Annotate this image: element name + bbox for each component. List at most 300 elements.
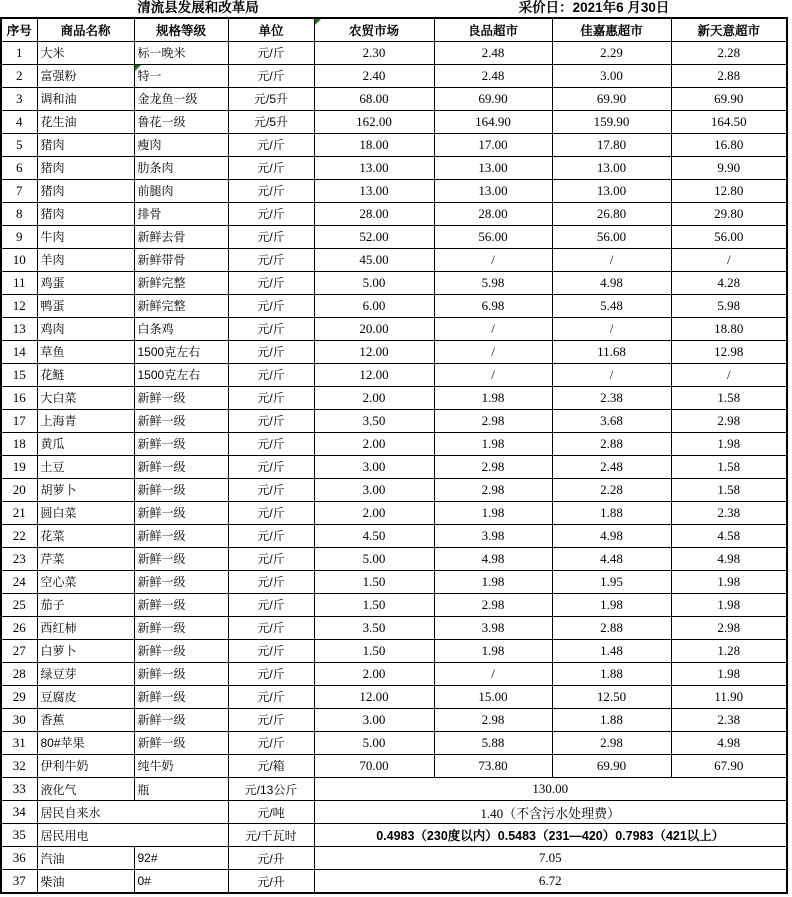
cell-spec: 金龙鱼一级 [134, 87, 228, 110]
cell-price: 2.88 [552, 616, 671, 639]
cell-price: 68.00 [314, 87, 434, 110]
cell-price: 1.58 [671, 478, 787, 501]
cell-price: 1.98 [434, 386, 552, 409]
table-row [1, 870, 787, 893]
cell-price: 5.98 [434, 271, 552, 294]
cell-seq-no: 14 [1, 340, 37, 363]
cell-merged-price: 6.72 [314, 870, 787, 893]
cell-seq-no: 35 [1, 824, 37, 847]
cell-spec: 新鲜一级 [134, 616, 228, 639]
cell-price: 20.00 [314, 317, 434, 340]
cell-seq-no: 28 [1, 662, 37, 685]
table-row [1, 616, 787, 639]
cell-spec: 新鲜一级 [134, 570, 228, 593]
cell-price: 52.00 [314, 225, 434, 248]
cell-price: 1.58 [671, 386, 787, 409]
cell-seq-no: 11 [1, 271, 37, 294]
cell-price: 13.00 [552, 179, 671, 202]
cell-price: 162.00 [314, 110, 434, 133]
cell-price: 18.00 [314, 133, 434, 156]
table-row [1, 363, 787, 386]
cell-spec: 新鲜一级 [134, 432, 228, 455]
cell-unit: 元/斤 [228, 363, 314, 386]
column-header: 新天意超市 [671, 18, 787, 41]
cell-price: 1.28 [671, 639, 787, 662]
cell-unit: 元/吨 [228, 801, 314, 824]
table-row [1, 639, 787, 662]
cell-price: 2.98 [671, 409, 787, 432]
cell-seq-no: 9 [1, 225, 37, 248]
cell-product-name: 猪肉 [37, 133, 134, 156]
cell-spec: 新鲜一级 [134, 455, 228, 478]
cell-unit: 元/5升 [228, 87, 314, 110]
cell-unit: 元/斤 [228, 593, 314, 616]
cell-product-name: 西红柿 [37, 616, 134, 639]
cell-price: 13.00 [434, 156, 552, 179]
cell-price: 2.00 [314, 386, 434, 409]
cell-price: 159.90 [552, 110, 671, 133]
survey-date: 采价日：2021年6 月30日 [518, 0, 670, 15]
cell-spec: 新鲜一级 [134, 662, 228, 685]
cell-seq-no: 13 [1, 317, 37, 340]
cell-price: 13.00 [314, 156, 434, 179]
table-row [1, 386, 787, 409]
cell-unit: 元/斤 [228, 731, 314, 754]
cell-price: 5.98 [671, 294, 787, 317]
cell-price: 2.98 [434, 455, 552, 478]
table-row [1, 824, 787, 847]
cell-price: 3.98 [434, 524, 552, 547]
cell-price: 28.00 [314, 202, 434, 225]
table-row [1, 317, 787, 340]
cell-price: 5.00 [314, 547, 434, 570]
cell-spec: 排骨 [134, 202, 228, 225]
cell-spec: 新鲜去骨 [134, 225, 228, 248]
cell-product-name: 猪肉 [37, 156, 134, 179]
table-row [1, 478, 787, 501]
table-row [1, 455, 787, 478]
cell-spec: 新鲜一级 [134, 478, 228, 501]
cell-spec: 前腿肉 [134, 179, 228, 202]
cell-seq-no: 3 [1, 87, 37, 110]
cell-spec: 新鲜完整 [134, 271, 228, 294]
cell-seq-no: 10 [1, 248, 37, 271]
cell-unit: 元/斤 [228, 639, 314, 662]
cell-price: 4.50 [314, 524, 434, 547]
cell-unit: 元/斤 [228, 156, 314, 179]
cell-merged-price: 7.05 [314, 847, 787, 870]
cell-product-name: 芹菜 [37, 547, 134, 570]
cell-price: 2.29 [552, 41, 671, 64]
cell-product-name: 汽油 [37, 847, 134, 870]
table-row [1, 524, 787, 547]
table-row [1, 501, 787, 524]
cell-unit: 元/13公斤 [228, 778, 314, 801]
cell-price: 2.38 [671, 708, 787, 731]
table-row [1, 685, 787, 708]
cell-unit: 元/斤 [228, 501, 314, 524]
cell-price: 1.98 [434, 432, 552, 455]
column-header: 商品名称 [37, 18, 134, 41]
cell-seq-no: 29 [1, 685, 37, 708]
cell-price: 69.90 [552, 754, 671, 777]
table-row [1, 133, 787, 156]
cell-price: 2.98 [434, 708, 552, 731]
error-marker-triangle-icon [135, 65, 141, 71]
cell-price: 2.98 [434, 593, 552, 616]
cell-price: 1.50 [314, 570, 434, 593]
cell-price: 4.58 [671, 524, 787, 547]
cell-spec: 鲁花一级 [134, 110, 228, 133]
cell-price: 2.88 [552, 432, 671, 455]
cell-price: 3.98 [434, 616, 552, 639]
cell-price: 12.80 [671, 179, 787, 202]
cell-price: 11.68 [552, 340, 671, 363]
cell-price: 2.48 [434, 64, 552, 87]
column-header: 序号 [1, 18, 37, 41]
cell-price: 6.00 [314, 294, 434, 317]
cell-spec: 92# [134, 847, 228, 870]
table-row [1, 432, 787, 455]
cell-price: 2.40 [314, 64, 434, 87]
cell-seq-no: 20 [1, 478, 37, 501]
cell-price: 1.48 [552, 639, 671, 662]
table-row [1, 593, 787, 616]
cell-product-name: 鸡蛋 [37, 271, 134, 294]
title-right [396, 0, 792, 16]
cell-price: 1.98 [671, 593, 787, 616]
cell-price: 2.28 [671, 41, 787, 64]
table-row [1, 271, 787, 294]
cell-seq-no: 34 [1, 801, 37, 824]
cell-product-name: 豆腐皮 [37, 685, 134, 708]
cell-unit: 元/斤 [228, 662, 314, 685]
table-row [1, 801, 787, 824]
table-row [1, 110, 787, 133]
cell-price: 15.00 [434, 685, 552, 708]
cell-price: 3.50 [314, 409, 434, 432]
cell-seq-no: 31 [1, 731, 37, 754]
cell-product-name: 居民自来水 [37, 801, 228, 824]
cell-price: 69.90 [552, 87, 671, 110]
cell-unit: 元/斤 [228, 133, 314, 156]
table-row [1, 708, 787, 731]
cell-price: 1.50 [314, 639, 434, 662]
cell-seq-no: 1 [1, 41, 37, 64]
cell-unit: 元/斤 [228, 685, 314, 708]
cell-price: 26.80 [552, 202, 671, 225]
column-header: 单位 [228, 18, 314, 41]
cell-price: 29.80 [671, 202, 787, 225]
cell-price: 2.00 [314, 662, 434, 685]
cell-price: 2.30 [314, 41, 434, 64]
cell-product-name: 黄瓜 [37, 432, 134, 455]
cell-unit: 元/斤 [228, 317, 314, 340]
cell-spec: 新鲜一级 [134, 639, 228, 662]
cell-price: 13.00 [552, 156, 671, 179]
cell-spec: 瘦肉 [134, 133, 228, 156]
cell-price: 2.48 [434, 41, 552, 64]
table-row [1, 248, 787, 271]
cell-spec: 新鲜一级 [134, 593, 228, 616]
cell-seq-no: 27 [1, 639, 37, 662]
cell-seq-no: 36 [1, 847, 37, 870]
cell-seq-no: 16 [1, 386, 37, 409]
cell-price: 3.00 [314, 478, 434, 501]
cell-price: / [434, 662, 552, 685]
cell-seq-no: 15 [1, 363, 37, 386]
cell-price: 4.48 [552, 547, 671, 570]
cell-spec: 新鲜一级 [134, 547, 228, 570]
table-row [1, 156, 787, 179]
cell-price: 12.00 [314, 363, 434, 386]
cell-spec: 肋条肉 [134, 156, 228, 179]
cell-merged-price: 0.4983（230度以内）0.5483（231—420）0.7983（421以上） [314, 824, 787, 847]
table-row [1, 87, 787, 110]
cell-seq-no: 32 [1, 754, 37, 777]
table-row [1, 340, 787, 363]
cell-unit: 元/斤 [228, 708, 314, 731]
cell-price: / [434, 363, 552, 386]
cell-unit: 元/斤 [228, 478, 314, 501]
cell-price: 28.00 [434, 202, 552, 225]
table-row [1, 41, 787, 64]
cell-unit: 元/斤 [228, 64, 314, 87]
cell-product-name: 上海青 [37, 409, 134, 432]
cell-seq-no: 12 [1, 294, 37, 317]
cell-price: 5.88 [434, 731, 552, 754]
cell-price: 1.88 [552, 501, 671, 524]
table-row [1, 409, 787, 432]
cell-spec: 0# [134, 870, 228, 893]
cell-price: 3.00 [314, 708, 434, 731]
cell-price: 2.48 [552, 455, 671, 478]
cell-price: 2.98 [552, 731, 671, 754]
cell-price: 164.50 [671, 110, 787, 133]
cell-spec: 新鲜一级 [134, 685, 228, 708]
header-row [1, 18, 787, 41]
cell-spec: 新鲜带骨 [134, 248, 228, 271]
cell-seq-no: 2 [1, 64, 37, 87]
cell-price: 9.90 [671, 156, 787, 179]
cell-seq-no: 6 [1, 156, 37, 179]
cell-product-name: 柴油 [37, 870, 134, 893]
cell-price: 11.90 [671, 685, 787, 708]
cell-price: 17.00 [434, 133, 552, 156]
table-row [1, 570, 787, 593]
cell-price: / [671, 363, 787, 386]
cell-price: / [434, 340, 552, 363]
cell-unit: 元/斤 [228, 616, 314, 639]
column-header: 佳嘉惠超市 [552, 18, 671, 41]
cell-price: 13.00 [314, 179, 434, 202]
cell-seq-no: 17 [1, 409, 37, 432]
cell-product-name: 羊肉 [37, 248, 134, 271]
cell-price: 16.80 [671, 133, 787, 156]
cell-spec: 新鲜完整 [134, 294, 228, 317]
cell-seq-no: 4 [1, 110, 37, 133]
cell-spec: 1500克左右 [134, 363, 228, 386]
cell-price: 5.48 [552, 294, 671, 317]
cell-price: 1.98 [434, 570, 552, 593]
cell-price: 1.50 [314, 593, 434, 616]
cell-seq-no: 7 [1, 179, 37, 202]
table-row [1, 731, 787, 754]
cell-merged-price: 1.40（不含污水处理费） [314, 801, 787, 824]
cell-price: 2.00 [314, 432, 434, 455]
cell-price: 2.28 [552, 478, 671, 501]
table-row [1, 547, 787, 570]
cell-price: 2.98 [434, 409, 552, 432]
cell-product-name: 花菜 [37, 524, 134, 547]
cell-product-name: 牛肉 [37, 225, 134, 248]
cell-price: 164.90 [434, 110, 552, 133]
cell-unit: 元/斤 [228, 432, 314, 455]
cell-price: 1.95 [552, 570, 671, 593]
cell-product-name: 圆白菜 [37, 501, 134, 524]
cell-unit: 元/斤 [228, 41, 314, 64]
cell-product-name: 白萝卜 [37, 639, 134, 662]
cell-unit: 元/千瓦时 [228, 824, 314, 847]
cell-price: 56.00 [552, 225, 671, 248]
cell-unit: 元/斤 [228, 179, 314, 202]
cell-unit: 元/斤 [228, 524, 314, 547]
table-row [1, 662, 787, 685]
cell-price: 2.38 [552, 386, 671, 409]
cell-price: 1.98 [671, 662, 787, 685]
column-header: 规格等级 [134, 18, 228, 41]
cell-price: 67.90 [671, 754, 787, 777]
cell-spec: 新鲜一级 [134, 708, 228, 731]
cell-price: 1.98 [671, 570, 787, 593]
cell-product-name: 空心菜 [37, 570, 134, 593]
cell-product-name: 香蕉 [37, 708, 134, 731]
cell-seq-no: 18 [1, 432, 37, 455]
title-left [0, 0, 396, 16]
cell-price: 4.28 [671, 271, 787, 294]
cell-product-name: 茄子 [37, 593, 134, 616]
cell-product-name: 草鱼 [37, 340, 134, 363]
cell-spec: 新鲜一级 [134, 501, 228, 524]
cell-unit: 元/5升 [228, 110, 314, 133]
cell-product-name: 液化气 [37, 778, 134, 801]
table-row [1, 179, 787, 202]
table-row [1, 202, 787, 225]
column-header: 农贸市场 [314, 18, 434, 41]
cell-unit: 元/箱 [228, 754, 314, 777]
cell-price: 45.00 [314, 248, 434, 271]
cell-seq-no: 22 [1, 524, 37, 547]
cell-price: 1.98 [671, 432, 787, 455]
cell-price: 5.00 [314, 271, 434, 294]
cell-seq-no: 19 [1, 455, 37, 478]
cell-seq-no: 26 [1, 616, 37, 639]
cell-price: 2.98 [671, 616, 787, 639]
table-row [1, 225, 787, 248]
cell-spec: 新鲜一级 [134, 731, 228, 754]
cell-price: 2.88 [671, 64, 787, 87]
cell-unit: 元/斤 [228, 386, 314, 409]
table-row [1, 754, 787, 777]
cell-price: 70.00 [314, 754, 434, 777]
cell-seq-no: 21 [1, 501, 37, 524]
cell-product-name: 绿豆芽 [37, 662, 134, 685]
cell-price: 17.80 [552, 133, 671, 156]
cell-seq-no: 25 [1, 593, 37, 616]
error-marker-triangle-icon [315, 19, 321, 25]
cell-price: 12.00 [314, 340, 434, 363]
cell-unit: 元/斤 [228, 271, 314, 294]
cell-unit: 元/斤 [228, 570, 314, 593]
table-body [1, 41, 787, 893]
cell-price: 69.90 [671, 87, 787, 110]
cell-unit: 元/斤 [228, 547, 314, 570]
cell-price: 4.98 [434, 547, 552, 570]
cell-product-name: 鸡肉 [37, 317, 134, 340]
cell-unit: 元/升 [228, 870, 314, 893]
cell-unit: 元/斤 [228, 225, 314, 248]
cell-price: 1.98 [552, 593, 671, 616]
table-row [1, 778, 787, 801]
cell-seq-no: 8 [1, 202, 37, 225]
cell-price: 1.58 [671, 455, 787, 478]
cell-product-name: 伊利牛奶 [37, 754, 134, 777]
cell-seq-no: 24 [1, 570, 37, 593]
cell-price: 56.00 [671, 225, 787, 248]
cell-spec: 特一 [134, 64, 228, 87]
cell-unit: 元/斤 [228, 248, 314, 271]
cell-seq-no: 30 [1, 708, 37, 731]
cell-price: 56.00 [434, 225, 552, 248]
cell-product-name: 土豆 [37, 455, 134, 478]
cell-price: 13.00 [434, 179, 552, 202]
cell-price: 3.00 [552, 64, 671, 87]
cell-unit: 元/升 [228, 847, 314, 870]
cell-price: 2.98 [434, 478, 552, 501]
cell-price: / [552, 363, 671, 386]
cell-price: 73.80 [434, 754, 552, 777]
cell-price: 6.98 [434, 294, 552, 317]
table-row [1, 64, 787, 87]
cell-price: 12.98 [671, 340, 787, 363]
cell-spec: 新鲜一级 [134, 386, 228, 409]
cell-spec: 标一晚米 [134, 41, 228, 64]
cell-unit: 元/斤 [228, 202, 314, 225]
cell-seq-no: 33 [1, 778, 37, 801]
cell-price: / [671, 248, 787, 271]
cell-spec: 1500克左右 [134, 340, 228, 363]
cell-seq-no: 37 [1, 870, 37, 893]
cell-price: 5.00 [314, 731, 434, 754]
cell-unit: 元/斤 [228, 409, 314, 432]
cell-price: 3.00 [314, 455, 434, 478]
cell-product-name: 居民用电 [37, 824, 228, 847]
cell-price: 1.88 [552, 708, 671, 731]
cell-spec: 新鲜一级 [134, 409, 228, 432]
cell-product-name: 鸭蛋 [37, 294, 134, 317]
cell-unit: 元/斤 [228, 294, 314, 317]
cell-spec: 纯牛奶 [134, 754, 228, 777]
cell-product-name: 花鲢 [37, 363, 134, 386]
cell-merged-price: 130.00 [314, 778, 787, 801]
cell-price: / [552, 317, 671, 340]
cell-spec: 白条鸡 [134, 317, 228, 340]
cell-product-name: 猪肉 [37, 202, 134, 225]
cell-unit: 元/斤 [228, 340, 314, 363]
cell-price: 1.88 [552, 662, 671, 685]
cell-unit: 元/斤 [228, 455, 314, 478]
title-bar [0, 0, 792, 17]
